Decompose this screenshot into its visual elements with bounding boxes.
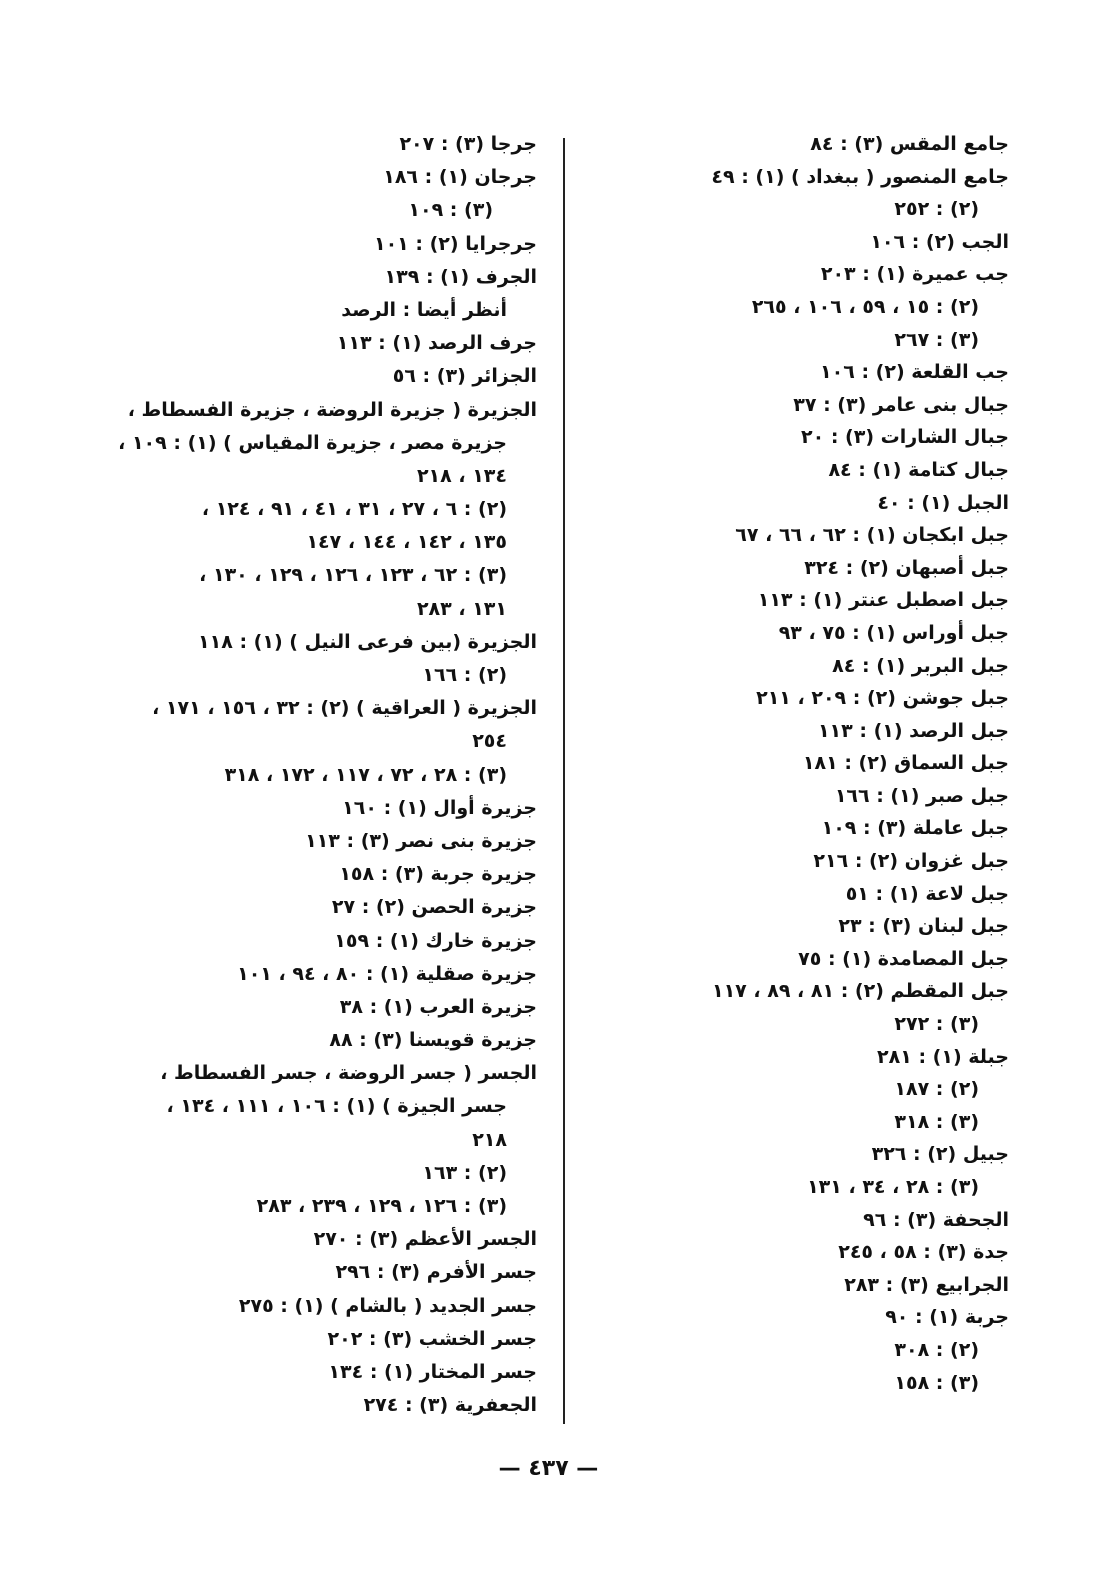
index-entry: (٢) : ١٨٧ bbox=[894, 1078, 979, 1101]
index-entry: الجزيرة ( جزيرة الروضة ، جزيرة الفسطاط ، bbox=[127, 398, 537, 421]
index-entry: جربة (١) : ٩٠ bbox=[885, 1306, 1009, 1329]
index-entry: جزيرة العرب (١) : ٣٨ bbox=[339, 995, 537, 1018]
index-entry: جسر الخشب (٣) : ٢٠٢ bbox=[327, 1327, 537, 1350]
index-entry: جامع المنصور ( ببغداد ) (١) : ٤٩ bbox=[711, 165, 1009, 188]
index-entry: جبل أوراس (١) : ٧٥ ، ٩٣ bbox=[778, 621, 1009, 644]
index-entry: جبلة (١) : ٢٨١ bbox=[877, 1045, 1009, 1068]
index-entry: جبل السماق (٢) : ١٨١ bbox=[802, 752, 1009, 775]
index-entry: جزيرة قويسنا (٣) : ٨٨ bbox=[329, 1029, 537, 1052]
index-entry: (٣) : ١٥٨ bbox=[894, 1371, 979, 1394]
column-divider bbox=[563, 138, 565, 1424]
index-entry: جبل البربر (١) : ٨٤ bbox=[832, 654, 1009, 677]
index-entry: (٣) : ١٠٩ bbox=[408, 199, 493, 222]
index-entry: (٣) : ٦٢ ، ١٢٣ ، ١٢٦ ، ١٢٩ ، ١٣٠ ، bbox=[199, 564, 507, 587]
page-number: — ٤٣٧ — bbox=[498, 1456, 599, 1481]
index-entry: جسر المختار (١) : ١٣٤ bbox=[328, 1360, 537, 1383]
index-entry: ٢١٨ bbox=[472, 1128, 507, 1151]
index-entry: جرجا (٣) : ٢٠٧ bbox=[399, 133, 537, 155]
index-entry: الجبل (١) : ٤٠ bbox=[877, 491, 1009, 514]
index-entry: جزيرة خارك (١) : ١٥٩ bbox=[334, 929, 537, 952]
index-entry: الجزيرة ( العراقية ) (٢) : ٣٢ ، ١٥٦ ، ١٧١ ، bbox=[152, 697, 537, 720]
index-entry: الجرف (١) : ١٣٩ bbox=[384, 265, 537, 288]
index-entry: جرجرايا (٢) : ١٠١ bbox=[373, 232, 537, 255]
index-entry: جبيل (٢) : ٣٢٦ bbox=[871, 1143, 1009, 1166]
index-entry: أنظر أيضا : الرصد bbox=[341, 298, 507, 321]
index-column-left bbox=[107, 128, 537, 1422]
index-entry: جبال بنى عامر (٣) : ٣٧ bbox=[793, 393, 1009, 416]
index-entry: (٢) : ٢٥٢ bbox=[894, 198, 979, 221]
index-entry: جسر الجديد ( بالشام ) (١) : ٢٧٥ bbox=[238, 1294, 537, 1317]
index-entry: جزيرة مصر ، جزيرة المقياس ) (١) : ١٠٩ ، bbox=[118, 431, 507, 454]
index-entry: (٣) : ٣١٨ bbox=[894, 1110, 979, 1133]
index-entry: جزيرة الحصن (٢) : ٢٧ bbox=[331, 896, 537, 919]
index-entry: (٣) : ٢٨ ، ٧٢ ، ١١٧ ، ١٧٢ ، ٣١٨ bbox=[224, 763, 507, 786]
index-entry: جرف الرصد (١) : ١١٣ bbox=[336, 332, 537, 355]
index-entry: (٢) : ١٦٣ bbox=[422, 1161, 507, 1184]
index-entry: (٢) : ١٥ ، ٥٩ ، ١٠٦ ، ٢٦٥ bbox=[751, 295, 979, 318]
index-entry: جبال كتامة (١) : ٨٤ bbox=[828, 458, 1009, 481]
index-entry: (٣) : ٢٦٧ bbox=[894, 328, 979, 351]
index-entry: جبل اصطبل عنتر (١) : ١١٣ bbox=[757, 589, 1009, 612]
index-column-right bbox=[609, 128, 1009, 1399]
index-entry: جزيرة بنى نصر (٣) : ١١٣ bbox=[305, 829, 537, 852]
index-entry: جامع المقس (٣) : ٨٤ bbox=[810, 133, 1009, 155]
index-entry: الجعفرية (٣) : ٢٧٤ bbox=[363, 1394, 537, 1417]
index-entry: جبل المصامدة (١) : ٧٥ bbox=[798, 947, 1009, 970]
index-entry: جب عميرة (١) : ٢٠٣ bbox=[820, 263, 1009, 286]
index-entry: الجزائر (٣) : ٥٦ bbox=[392, 365, 537, 388]
index-entry: الجسر ( جسر الروضة ، جسر الفسطاط ، bbox=[160, 1062, 537, 1085]
index-entry: جسر الجيزة ) (١) : ١٠٦ ، ١١١ ، ١٣٤ ، bbox=[166, 1095, 507, 1118]
index-entry: الجزيرة (بين فرعى النيل ) (١) : ١١٨ bbox=[198, 630, 537, 653]
index-entry: جبل المقطم (٢) : ٨١ ، ٨٩ ، ١١٧ bbox=[711, 980, 1009, 1003]
index-entry: جبل لاعة (١) : ٥١ bbox=[845, 882, 1009, 905]
index-entry: ١٣٥ ، ١٤٢ ، ١٤٤ ، ١٤٧ bbox=[306, 531, 507, 554]
index-entry: جرجان (١) : ١٨٦ bbox=[383, 166, 537, 189]
index-entry: (٣) : ٢٧٢ bbox=[894, 1013, 979, 1036]
index-entry: الجرابيع (٣) : ٢٨٣ bbox=[844, 1273, 1009, 1296]
index-entry: ١٣١ ، ٢٨٣ bbox=[416, 597, 507, 620]
index-entry: جبل لبنان (٣) : ٢٣ bbox=[838, 915, 1009, 938]
index-entry: جبل جوشن (٢) : ٢٠٩ ، ٢١١ bbox=[756, 687, 1009, 710]
index-entry: جدة (٣) : ٥٨ ، ٢٤٥ bbox=[838, 1241, 1009, 1264]
index-entry: جبال الشارات (٣) : ٢٠ bbox=[801, 426, 1009, 449]
index-entry: ٢٥٤ bbox=[472, 730, 507, 753]
index-entry: جبل غزوان (٢) : ٢١٦ bbox=[813, 850, 1009, 873]
index-entry: (٢) : ٦ ، ٢٧ ، ٣١ ، ٤١ ، ٩١ ، ١٢٤ ، bbox=[201, 498, 507, 521]
index-entry: جبل ابكجان (١) : ٦٢ ، ٦٦ ، ٦٧ bbox=[735, 524, 1009, 547]
index-entry: جزيرة جربة (٣) : ١٥٨ bbox=[339, 863, 537, 886]
index-entry: (٢) : ١٦٦ bbox=[422, 664, 507, 686]
index-entry: جب القلعة (٢) : ١٠٦ bbox=[820, 361, 1009, 384]
index-entry: الجسر الأعظم (٣) : ٢٧٠ bbox=[313, 1228, 537, 1251]
index-entry: جبل عاملة (٣) : ١٠٩ bbox=[821, 817, 1009, 840]
index-entry: جزيرة أوال (١) : ١٦٠ bbox=[342, 796, 537, 819]
index-entry: (٢) : ٣٠٨ bbox=[894, 1338, 979, 1361]
index-entry: جبل صبر (١) : ١٦٦ bbox=[834, 784, 1009, 807]
index-entry: جسر الأفرم (٣) : ٢٩٦ bbox=[335, 1261, 537, 1284]
index-entry: (٣) : ١٢٦ ، ١٢٩ ، ٢٣٩ ، ٢٨٣ bbox=[256, 1195, 507, 1217]
index-entry: جبل أصبهان (٢) : ٣٢٤ bbox=[804, 556, 1009, 579]
index-entry: جزيرة صقلية (١) : ٨٠ ، ٩٤ ، ١٠١ bbox=[237, 962, 537, 985]
index-entry: جبل الرصد (١) : ١١٣ bbox=[817, 719, 1009, 742]
index-entry: الجحفة (٣) : ٩٦ bbox=[863, 1208, 1009, 1231]
index-entry: ١٣٤ ، ٢١٨ bbox=[416, 464, 507, 487]
index-entry: (٣) : ٢٨ ، ٣٤ ، ١٣١ bbox=[807, 1176, 979, 1198]
index-entry: الجب (٢) : ١٠٦ bbox=[870, 230, 1009, 253]
